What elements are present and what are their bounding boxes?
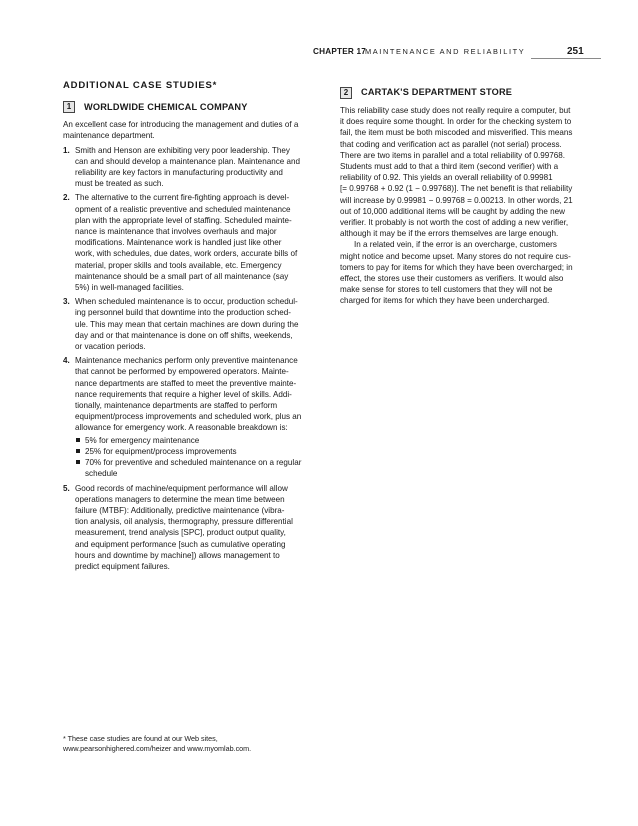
text-line: tomers to pay for items for which they have been overcharged; in	[340, 262, 573, 272]
footnote	[63, 734, 323, 755]
text-line: fail, the item must be both miscoded and misverified. This means	[340, 128, 573, 138]
list-item-text	[75, 355, 321, 433]
text-line: material, proper skills and tools available, etc. Emergency	[75, 260, 282, 270]
text-line: Students must add to that a third item (second verifier) with a	[340, 162, 559, 172]
text-line: 5% for emergency maintenance	[85, 435, 200, 445]
text-line: and equipment performance [such as cumulative operating	[75, 539, 286, 549]
text-line: charged for items for which they have been undercharged.	[340, 296, 550, 306]
text-line: hours and downtime by machine]) allows management to	[75, 550, 280, 560]
text-line: 25% for equipment/process improvements	[85, 446, 237, 456]
text-line: Good records of machine/equipment performance will allow	[75, 483, 288, 493]
bullet-item	[75, 446, 321, 457]
right-column	[340, 86, 588, 307]
list-item-number: 4.	[63, 356, 70, 366]
text-line: verifier. It probably is not worth the cost of adding a new verifier,	[340, 218, 569, 228]
list-item-text	[75, 145, 321, 190]
text-line: Smith and Henson are exhibiting very poor leadership. They	[75, 145, 290, 155]
list-item-number: 2.	[63, 193, 70, 203]
text-line: 5%) in well-managed facilities.	[75, 283, 184, 293]
text-line: equipment/process improvements and scheduled work, plus an	[75, 412, 302, 422]
chapter-label: CHAPTER 17	[313, 47, 366, 56]
text-line: There are two items in parallel and a total reliability of 0.99768.	[340, 150, 565, 160]
case-number-badge: 1	[63, 101, 75, 113]
running-header	[313, 47, 601, 61]
list-item-number: 1.	[63, 145, 70, 155]
text-line: out of 10,000 additional items will be caught by adding the new	[340, 206, 565, 216]
list-item-text	[75, 483, 321, 573]
list-item-text	[75, 192, 321, 293]
list-item-number: 3.	[63, 297, 70, 307]
text-line: 70% for preventive and scheduled maintenance on a regular	[85, 458, 302, 468]
text-line: reliability are key factors in manufacturing productivity and	[75, 168, 283, 178]
text-line: might notice and become upset. Many stores do not require cus-	[340, 251, 571, 261]
list-item-text	[75, 296, 321, 352]
text-line: ule. This may mean that certain machines are down during the	[75, 319, 299, 329]
text-line: [= 0.99768 + 0.92 (1 − 0.99768)]. The net benefit is that reliability	[340, 184, 573, 194]
section-heading: ADDITIONAL CASE STUDIES*	[63, 80, 218, 91]
left-column	[63, 80, 321, 572]
text-line: Maintenance mechanics perform only preventive maintenance	[75, 356, 298, 366]
text-line: An excellent case for introducing the management and duties of a	[63, 120, 299, 130]
list-item	[63, 296, 321, 352]
text-line: nance departments are staffed to meet the preventive mainte-	[75, 378, 297, 388]
text-line: modifications. Maintenance work is handled just like other	[75, 238, 282, 248]
case-1-intro	[63, 119, 321, 141]
bullet-item	[75, 457, 321, 479]
text-line: that coding and verification act as parallel (not serial) process.	[340, 139, 562, 149]
text-line: it does require some thought. In order for the checking system to	[340, 117, 572, 127]
chapter-title: MAINTENANCE AND RELIABILITY	[365, 47, 526, 56]
text-line: that cannot be performed by empowered operators. Mainte-	[75, 367, 289, 377]
case-title: CARTAK'S DEPARTMENT STORE	[361, 87, 513, 98]
text-line: although it may be if the errors themselves are large enough.	[340, 229, 559, 239]
list-item	[63, 483, 321, 573]
text-line: operations managers to determine the mean time between	[75, 494, 285, 504]
text-line: opment of a realistic preventive and scheduled maintenance	[75, 204, 291, 214]
text-line: make sense for stores to tell customers that they will not be	[340, 285, 553, 295]
text-line: In a related vein, if the error is an overcharge, customers	[354, 240, 557, 250]
text-line: This reliability case study does not really require a computer, but	[340, 106, 571, 115]
text-line: day and or that maintenance is done on off shifts, weekends,	[75, 330, 293, 340]
text-line: failure (MTBF): Additionally, predictive maintenance (vibra-	[75, 505, 285, 515]
square-bullet-icon	[76, 449, 80, 453]
text-line: plan with the appropriate level of staffing. Scheduled mainte-	[75, 215, 292, 225]
text-line: can and should develop a maintenance plan. Maintenance and	[75, 156, 300, 166]
case-2-heading	[340, 86, 588, 100]
text-line: measurement, trend analysis [SPC], product output quality,	[75, 528, 286, 538]
text-line: predict equipment failures.	[75, 561, 170, 571]
case-1-heading	[63, 100, 321, 114]
bullet-text	[85, 435, 321, 446]
text-line: tionally, maintenance departments are staffed to perform	[75, 401, 278, 411]
list-item	[63, 192, 321, 293]
text-line: or vacation periods.	[75, 342, 146, 352]
text-line: work, with schedules, due dates, work orders, accurate bills of	[75, 249, 298, 259]
bullet-list	[75, 435, 321, 480]
case-2-paragraph-1	[340, 105, 588, 239]
case-2-paragraph-2	[340, 239, 588, 306]
text-line: reliability of 0.92. This yields an overall reliability of 0.99981	[340, 173, 553, 183]
text-line: allowance for emergency work. A reasonable breakdown is:	[75, 423, 288, 433]
list-item-number: 5.	[63, 483, 70, 493]
bullet-item	[75, 435, 321, 446]
text-line: maintenance department.	[63, 131, 155, 141]
square-bullet-icon	[76, 460, 80, 464]
list-item	[63, 145, 321, 190]
bullet-text	[85, 446, 321, 457]
text-line: nance is maintenance that involves overhauls and major	[75, 227, 277, 237]
text-line: nance requirements that require a higher level of skills. Addi-	[75, 389, 292, 399]
page-number: 251	[567, 46, 584, 57]
text-line: * These case studies are found at our Web sites,	[63, 734, 218, 743]
square-bullet-icon	[76, 438, 80, 442]
list-item	[63, 355, 321, 479]
text-line: effect, the stores use their customers as verifiers. It would also	[340, 274, 564, 284]
text-line: schedule	[85, 469, 118, 479]
case-1-list	[63, 145, 321, 573]
text-line: must be treated as such.	[75, 179, 164, 189]
text-line: will increase by 0.99981 − 0.99768 = 0.00213. In other words, 21	[340, 195, 573, 205]
case-title: WORLDWIDE CHEMICAL COMPANY	[84, 101, 248, 112]
text-line: When scheduled maintenance is to occur, production schedul-	[75, 297, 298, 307]
case-number-badge: 2	[340, 87, 352, 99]
text-line: ing personnel build that downtime into the production sched-	[75, 308, 291, 318]
text-line: www.pearsonhighered.com/heizer and www.myomlab.com.	[63, 744, 252, 754]
header-rule	[531, 58, 601, 59]
text-line: maintenance should be a small part of all maintenance (say	[75, 271, 289, 281]
text-line: tion analysis, oil analysis, thermography, pressure differential	[75, 517, 293, 527]
bullet-text	[85, 457, 321, 479]
text-line: The alternative to the current fire-fighting approach is devel-	[75, 193, 290, 203]
